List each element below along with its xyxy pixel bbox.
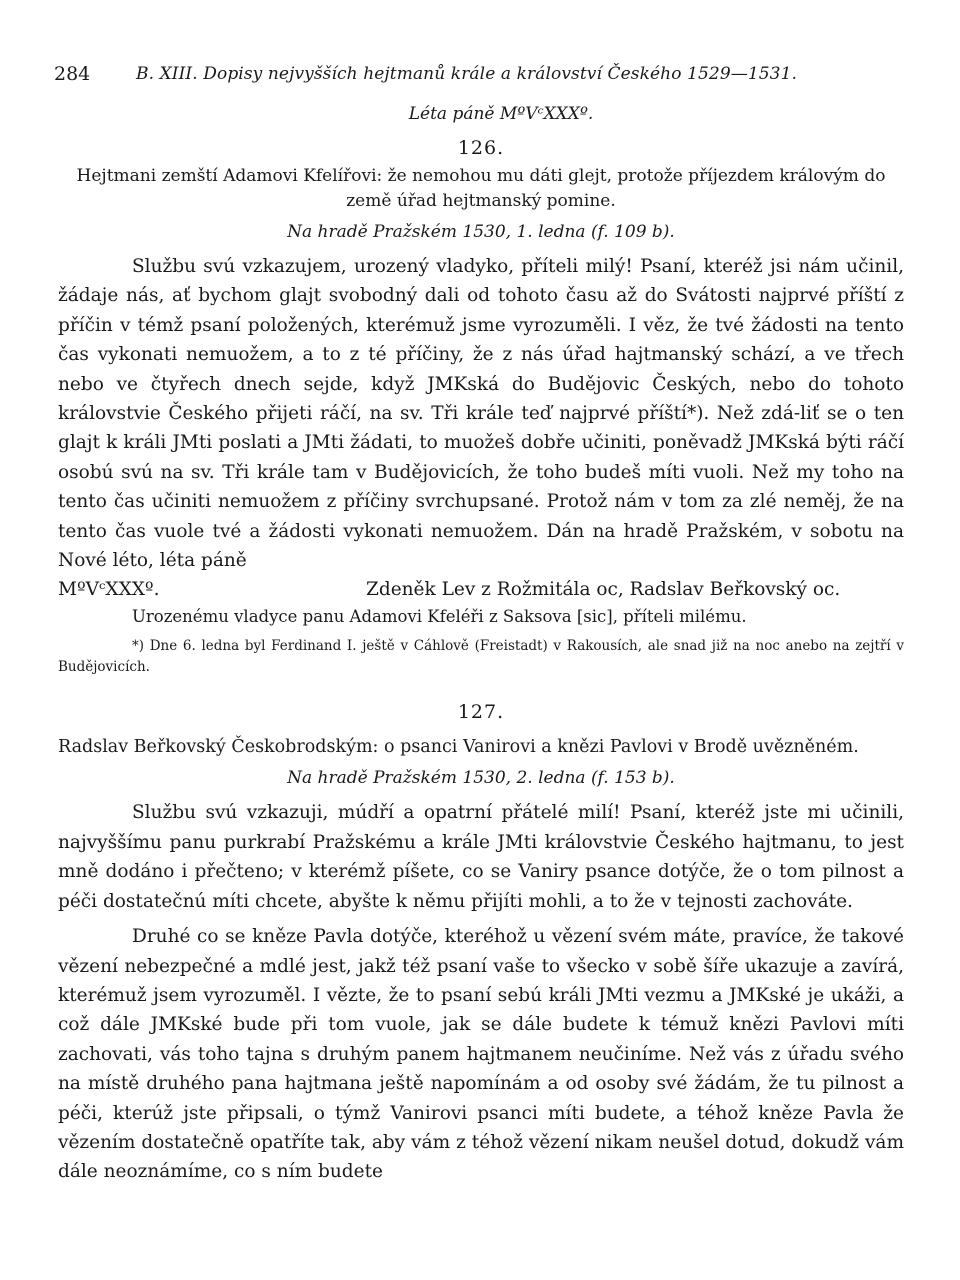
document-dateline: Na hradě Pražském 1530, 1. ledna (f. 109 b). [287,222,675,242]
letter-body: Službu svú vzkazujem, urozený vladyko, příteli milý! Psaní, kteréž jsi nám učinil, žádaje nás, ať bychom glajt svobodný dali od tohoto času až do Svátosti najprvé příští z příčin v témž psaní položených, kterémuž jsme vyrozuměli. I věz, že tvé žádosti na tento čas vykonati nemuožem, a to z té příčiny, že z nás úřad hajtmanský schází, a ve třech nebo ve čtyřech dnech sejde, když JMKská do Budějovic Českých, nebo do tohoto královstvie Českého přijeti ráčí, na sv. Tři krále teď najprvé příští*). Než zdá-liť se o ten glajt k králi JMti poslati a JMti žádati, to muožeš dobře učiniti, poněvadž JMKská býti ráčí osobú svú na sv. Tři krále tam v Budějovicích, že toho budeš míti vuoli. Než my toho na tento čas učiniti nemuožem z příčiny svrchupsané. Protož nám v tom za zlé neměj, že na tento čas vuole tvé a žádosti vykonati nemuožem. Dán na hradě Pražském, v sobotu na Nové léto, léta páně [58,256,904,572]
document-page [54,54,904,1254]
document-summary: Radslav Beřkovský Českobrodským: o psanci Vanirovi a knězi Pavlovi v Brodě uvězněném. [58,737,859,758]
running-header [54,54,904,94]
letter-paragraph-1: Službu svú vzkazuji, múdří a opatrní přátelé milí! Psaní, kteréž jste mi učinili, najvyššímu panu purkrabí Pražskému a krále JMti královstvie Českého hajtmanu, to jest mně dodáno i přečteno; v kterémž píšete, co se Vaniry psance dotýče, že o tom pilnost a péči dostatečnú míti chcete, abyšte k němu přijíti mohli, a to že v tejnosti zachováte. [58,802,904,912]
letter-paragraph-2: Druhé co se kněze Pavla dotýče, kteréhož u vězení svém máte, pravíce, že takové vězení nebezpečné a mdlé jest, jakž též psaní vaše to všecko v sobě šíře ukazuje a zavírá, kterémuž jsem vyrozuměl. I vězte, že to psaní sebú králi JMti vezmu a JMKské je ukáži, a což dále JMKské bude při tom vuole, jak se dále budete k témuž knězi Pavlovi míti zachovati, vás toho tajna s druhým panem hajtmanem neučiníme. Než vás z úřadu svého na místě druhého pana hajtmana ještě napomínám a od osoby své žádám, že tu pilnost a péči, kterúž jste připsali, o týmž Vanirovi psanci míti budete, a téhož kněze Pavla že vězením dostatečně opatříte tak, aby vám z téhož vězení nikam neušel dotud, dokudž vám dále neoznámíme, co s ním budete [58,926,904,1183]
letter-address: Urozenému vladyce panu Adamovi Kfeléři z Saksova [sic], příteli milému. [132,607,747,627]
document-126 [58,134,904,678]
running-title: B. XIII. Dopisy nejvyšších hejtmanů krále a království Českého 1529—1531. [136,64,798,84]
document-number: 127. [457,701,505,724]
document-summary: Hejtmani zemští Adamovi Kfelířovi: že nemohou mu dáti glejt, protože příjezdem královým do země úřad hejtmanský pomine. [76,166,886,211]
signatories: Zdeněk Lev z Rožmitála oc, Radslav Beřkovský oc. [366,579,841,601]
footnote: *) Dne 6. ledna byl Ferdinand I. ještě v Cáhlově (Freistadt) v Rakousích, ale snad již na noc anebo na zejtří v Budějovicích. [58,638,904,676]
document-127 [58,698,904,1186]
page-number: 284 [54,63,91,85]
signature-line [58,575,904,604]
closing-date: MºVᶜXXXº. [58,579,160,601]
year-heading: Léta páně MºVᶜXXXº. [408,104,594,124]
document-dateline: Na hradě Pražském 1530, 2. ledna (f. 153 b). [287,768,675,789]
document-number: 126. [457,137,505,159]
